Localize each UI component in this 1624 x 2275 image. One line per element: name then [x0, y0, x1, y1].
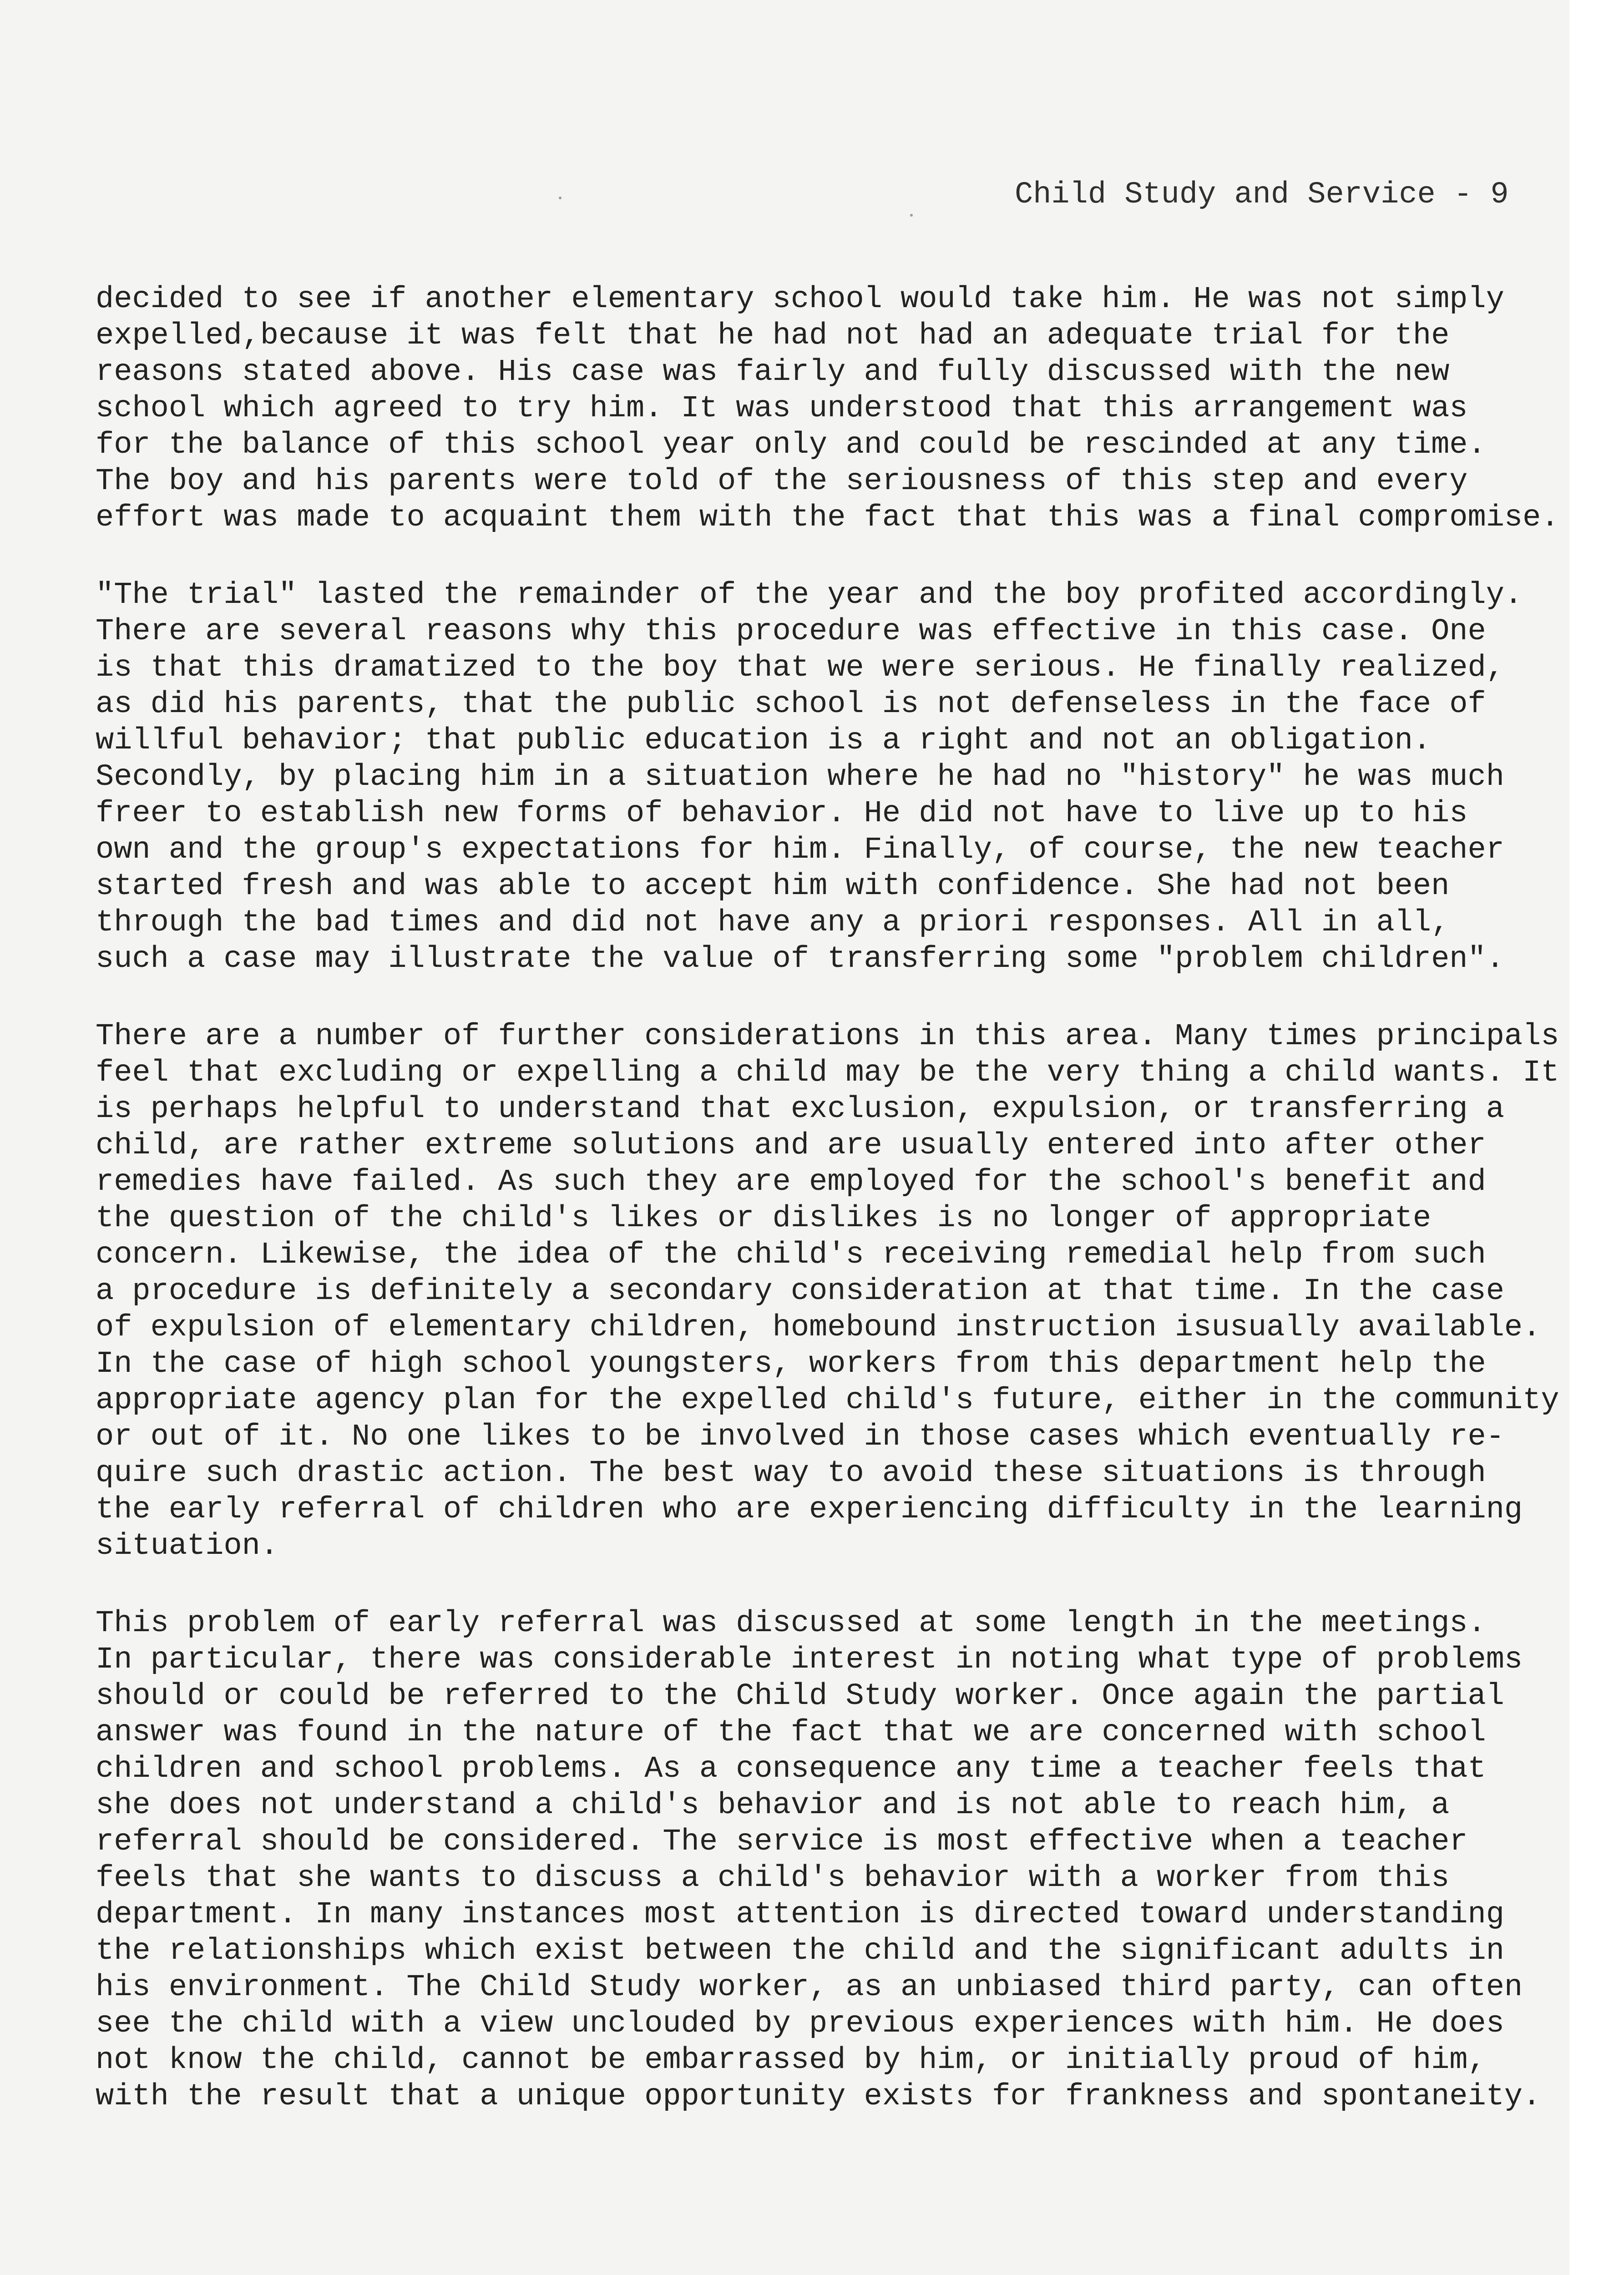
paragraph-4-line-11: his environment. The Child Study worker, as an unbiased third party, can often: [96, 1970, 1523, 2005]
paragraph-4-line-2: In particular, there was considerable interest in noting what type of problems: [96, 1643, 1523, 1677]
paragraph-3-line-9: of expulsion of elementary children, homebound instruction isusually available.: [96, 1310, 1541, 1345]
paragraph-2-line-7: freer to establish new forms of behavior. He did not have to live up to his: [96, 796, 1468, 831]
paragraph-3-line-2: feel that excluding or expelling a child may be the very thing a child wants. It: [96, 1056, 1559, 1090]
paragraph-3-line-8: a procedure is definitely a secondary consideration at that time. In the case: [96, 1274, 1504, 1309]
paragraph-4-line-13: not know the child, cannot be embarrassed by him, or initially proud of him,: [96, 2043, 1486, 2078]
paragraph-2-line-10: through the bad times and did not have any a priori responses. All in all,: [96, 905, 1450, 940]
paragraph-4-line-3: should or could be referred to the Child Study worker. Once again the partial: [96, 1679, 1504, 1714]
paragraph-3-line-13: quire such drastic action. The best way to avoid these situations is through: [96, 1456, 1486, 1491]
paragraph-1-line-7: effort was made to acquaint them with the fact that this was a final compromise.: [96, 500, 1559, 535]
paragraph-1-line-5: for the balance of this school year only and could be rescinded at any time.: [96, 428, 1486, 462]
paragraph-4-line-6: she does not understand a child's behavior and is not able to reach him, a: [96, 1788, 1450, 1823]
paragraph-3-line-4: child, are rather extreme solutions and are usually entered into after other: [96, 1128, 1486, 1163]
paragraph-2-line-9: started fresh and was able to accept him with confidence. She had not been: [96, 869, 1450, 904]
paragraph-3-line-14: the early referral of children who are experiencing difficulty in the learning: [96, 1492, 1523, 1527]
paragraph-1-line-3: reasons stated above. His case was fairly and fully discussed with the new: [96, 355, 1450, 389]
paragraph-1-line-6: The boy and his parents were told of the seriousness of this step and every: [96, 464, 1468, 499]
paragraph-3-line-11: appropriate agency plan for the expelled child's future, either in the community: [96, 1383, 1559, 1418]
paragraph-2-line-4: as did his parents, that the public school is not defenseless in the face of: [96, 687, 1486, 722]
paragraph-4-line-4: answer was found in the nature of the fact that we are concerned with school: [96, 1715, 1486, 1750]
paragraph-3-line-6: the question of the child's likes or dislikes is no longer of appropriate: [96, 1201, 1432, 1236]
paragraph-3-line-12: or out of it. No one likes to be involved in those cases which eventually re-: [96, 1420, 1504, 1454]
running-head: Child Study and Service - 9: [1015, 177, 1509, 212]
paragraph-2-line-3: is that this dramatized to the boy that we were serious. He finally realized,: [96, 651, 1504, 685]
paragraph-4-line-7: referral should be considered. The service is most effective when a teacher: [96, 1825, 1468, 1859]
paragraph-3-line-5: remedies have failed. As such they are employed for the school's benefit and: [96, 1165, 1486, 1199]
paragraph-4-line-1: This problem of early referral was discussed at some length in the meetings.: [96, 1606, 1486, 1641]
paper-speck: [910, 214, 913, 217]
paragraph-3-line-3: is perhaps helpful to understand that exclusion, expulsion, or transferring a: [96, 1092, 1504, 1127]
paragraph-4-line-5: children and school problems. As a consequence any time a teacher feels that: [96, 1752, 1486, 1786]
paragraph-1-line-4: school which agreed to try him. It was understood that this arrangement was: [96, 391, 1468, 426]
paragraph-4-line-8: feels that she wants to discuss a child's behavior with a worker from this: [96, 1861, 1450, 1896]
paragraph-4-line-10: the relationships which exist between the child and the significant adults in: [96, 1934, 1504, 1968]
paragraph-2-line-1: "The trial" lasted the remainder of the year and the boy profited accordingly.: [96, 578, 1523, 612]
paragraph-1-line-2: expelled,because it was felt that he had not had an adequate trial for the: [96, 318, 1450, 353]
paragraph-3-line-10: In the case of high school youngsters, workers from this department help the: [96, 1347, 1486, 1381]
paragraph-3-line-7: concern. Likewise, the idea of the child's receiving remedial help from such: [96, 1238, 1486, 1272]
paper-speck: [559, 197, 562, 199]
paragraph-4-line-14: with the result that a unique opportunity exists for frankness and spontaneity.: [96, 2079, 1541, 2114]
paragraph-2-line-6: Secondly, by placing him in a situation where he had no "history" he was much: [96, 760, 1504, 794]
paragraph-4-line-9: department. In many instances most attention is directed toward understanding: [96, 1897, 1504, 1932]
paragraph-3-line-1: There are a number of further considerations in this area. Many times principals: [96, 1019, 1559, 1054]
paragraph-1-line-1: decided to see if another elementary school would take him. He was not simply: [96, 282, 1504, 317]
paragraph-4-line-12: see the child with a view unclouded by previous experiences with him. He does: [96, 2007, 1504, 2041]
paragraph-2-line-2: There are several reasons why this procedure was effective in this case. One: [96, 614, 1486, 649]
paragraph-3-line-15: situation.: [96, 1529, 279, 1563]
paragraph-2-line-5: willful behavior; that public education is a right and not an obligation.: [96, 723, 1432, 758]
paragraph-2-line-11: such a case may illustrate the value of transferring some "problem children".: [96, 942, 1504, 976]
page-right-margin: [1569, 0, 1624, 2275]
paragraph-2-line-8: own and the group's expectations for him. Finally, of course, the new teacher: [96, 833, 1504, 867]
